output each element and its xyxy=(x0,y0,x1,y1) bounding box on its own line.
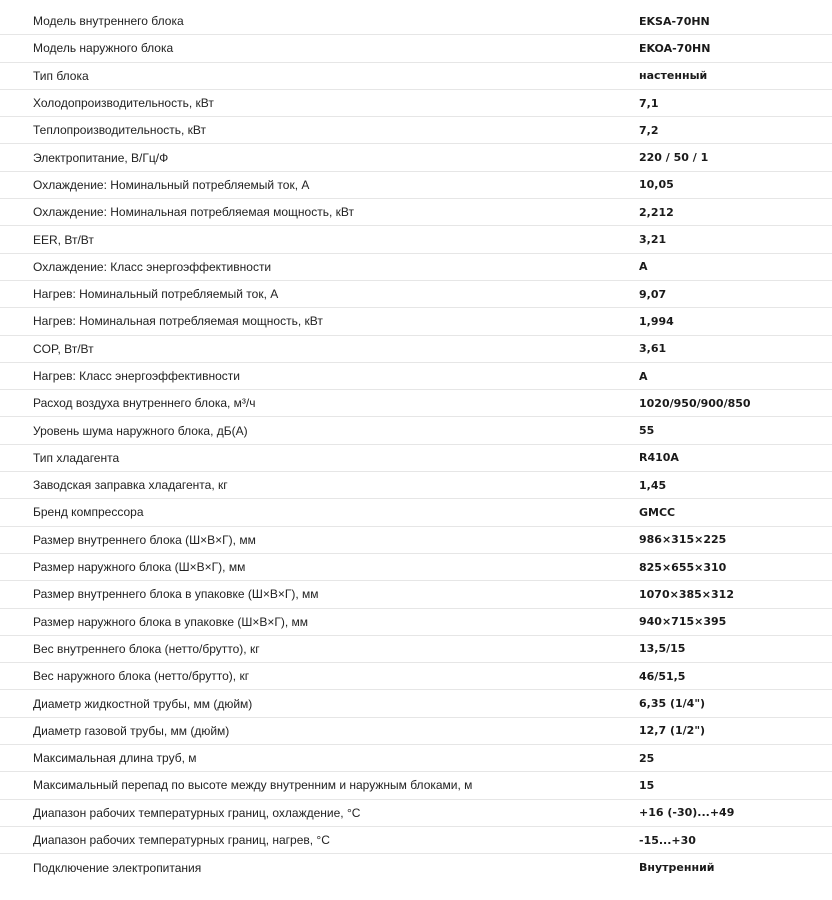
spec-row xyxy=(0,499,832,526)
spec-row xyxy=(0,472,832,499)
spec-value: 940×715×395 xyxy=(639,615,727,629)
spec-label: Диаметр газовой трубы, мм (дюйм) xyxy=(33,723,230,738)
spec-row xyxy=(0,8,832,35)
spec-row xyxy=(0,90,832,117)
spec-label: Диапазон рабочих температурных границ, охлаждение, °C xyxy=(33,805,361,820)
spec-row xyxy=(0,172,832,199)
spec-row xyxy=(0,527,832,554)
spec-row xyxy=(0,663,832,690)
spec-value: R410A xyxy=(639,451,679,465)
spec-label: Максимальная длина труб, м xyxy=(33,751,197,766)
spec-label: Уровень шума наружного блока, дБ(А) xyxy=(33,423,248,438)
spec-row xyxy=(0,226,832,253)
spec-value: 986×315×225 xyxy=(639,533,727,547)
spec-value: 825×655×310 xyxy=(639,560,727,574)
spec-row xyxy=(0,308,832,335)
spec-value: 25 xyxy=(639,751,655,765)
spec-value: 46/51,5 xyxy=(639,669,686,683)
spec-row xyxy=(0,609,832,636)
spec-value: +16 (-30)...+49 xyxy=(639,806,735,820)
spec-label: Заводская заправка хладагента, кг xyxy=(33,478,228,493)
spec-value: 1020/950/900/850 xyxy=(639,396,751,410)
spec-value: 3,61 xyxy=(639,342,667,356)
spec-row xyxy=(0,63,832,90)
spec-value: Внутренний xyxy=(639,861,715,875)
spec-label: Нагрев: Класс энергоэффективности xyxy=(33,369,240,383)
spec-value: A xyxy=(639,260,648,274)
spec-value: 1,45 xyxy=(639,478,667,492)
spec-label: Охлаждение: Номинальная потребляемая мощность, кВт xyxy=(33,205,354,220)
spec-label: EER, Вт/Вт xyxy=(33,232,94,247)
spec-label: Расход воздуха внутреннего блока, м³/ч xyxy=(33,396,256,411)
spec-label: Размер наружного блока в упаковке (Ш×В×Г), мм xyxy=(33,614,309,629)
spec-label: Теплопроизводительность, кВт xyxy=(33,123,207,138)
spec-value: 3,21 xyxy=(639,233,667,247)
spec-value: GMCC xyxy=(639,505,676,519)
spec-row xyxy=(0,117,832,144)
spec-label: Тип блока xyxy=(33,68,89,83)
spec-row xyxy=(0,35,832,62)
spec-label: Электропитание, В/Гц/Ф xyxy=(33,150,169,165)
spec-value: 13,5/15 xyxy=(639,642,686,656)
spec-row xyxy=(0,581,832,608)
spec-value: EKSA-70HN xyxy=(639,14,710,28)
spec-value: 220 / 50 / 1 xyxy=(639,151,709,165)
spec-row xyxy=(0,800,832,827)
spec-row xyxy=(0,144,832,171)
spec-label: Холодопроизводительность, кВт xyxy=(33,96,214,111)
spec-row xyxy=(0,336,832,363)
spec-value: 6,35 (1/4") xyxy=(639,697,706,711)
spec-value: 12,7 (1/2") xyxy=(639,724,706,738)
spec-value: 55 xyxy=(639,424,655,438)
spec-value: настенный xyxy=(639,69,708,83)
spec-row xyxy=(0,636,832,663)
spec-label: Подключение электропитания xyxy=(33,860,202,875)
spec-label: Модель наружного блока xyxy=(33,41,174,56)
spec-row xyxy=(0,281,832,308)
spec-row xyxy=(0,390,832,417)
spec-label: Нагрев: Номинальная потребляемая мощность, кВт xyxy=(33,314,323,329)
spec-label: Максимальный перепад по высоте между внутренним и наружным блоками, м xyxy=(33,778,473,793)
spec-value: A xyxy=(639,369,648,383)
spec-row xyxy=(0,690,832,717)
spec-row xyxy=(0,363,832,390)
spec-row xyxy=(0,445,832,472)
spec-label: COP, Вт/Вт xyxy=(33,341,94,356)
spec-label: Вес внутреннего блока (нетто/брутто), кг xyxy=(33,641,260,656)
spec-label: Размер внутреннего блока (Ш×В×Г), мм xyxy=(33,532,256,547)
spec-row xyxy=(0,718,832,745)
spec-value: 7,2 xyxy=(639,123,659,137)
spec-value: -15...+30 xyxy=(639,833,696,847)
spec-value: 15 xyxy=(639,778,655,792)
spec-value: 10,05 xyxy=(639,178,674,192)
spec-row xyxy=(0,254,832,281)
spec-label: Нагрев: Номинальный потребляемый ток, А xyxy=(33,287,279,302)
spec-value: 9,07 xyxy=(639,287,667,301)
spec-value: 2,212 xyxy=(639,205,674,219)
spec-label: Модель внутреннего блока xyxy=(33,14,184,29)
spec-label: Размер наружного блока (Ш×В×Г), мм xyxy=(33,560,246,575)
spec-label: Размер внутреннего блока в упаковке (Ш×В×Г), мм xyxy=(33,587,319,602)
spec-value: 1070×385×312 xyxy=(639,587,734,601)
spec-label: Охлаждение: Класс энергоэффективности xyxy=(33,259,272,274)
spec-label: Тип хладагента xyxy=(33,450,120,465)
spec-row xyxy=(0,745,832,772)
spec-row xyxy=(0,554,832,581)
spec-label: Диаметр жидкостной трубы, мм (дюйм) xyxy=(33,696,253,711)
spec-label: Вес наружного блока (нетто/брутто), кг xyxy=(33,669,250,684)
spec-label: Диапазон рабочих температурных границ, нагрев, °C xyxy=(33,833,330,848)
spec-row xyxy=(0,199,832,226)
spec-label: Бренд компрессора xyxy=(33,505,144,520)
spec-row xyxy=(0,854,832,881)
spec-label: Охлаждение: Номинальный потребляемый ток, А xyxy=(33,177,310,192)
spec-row xyxy=(0,772,832,799)
spec-row xyxy=(0,827,832,854)
spec-value: 7,1 xyxy=(639,96,659,110)
spec-row xyxy=(0,417,832,444)
spec-value: EKOA-70HN xyxy=(639,41,711,55)
spec-value: 1,994 xyxy=(639,314,674,328)
